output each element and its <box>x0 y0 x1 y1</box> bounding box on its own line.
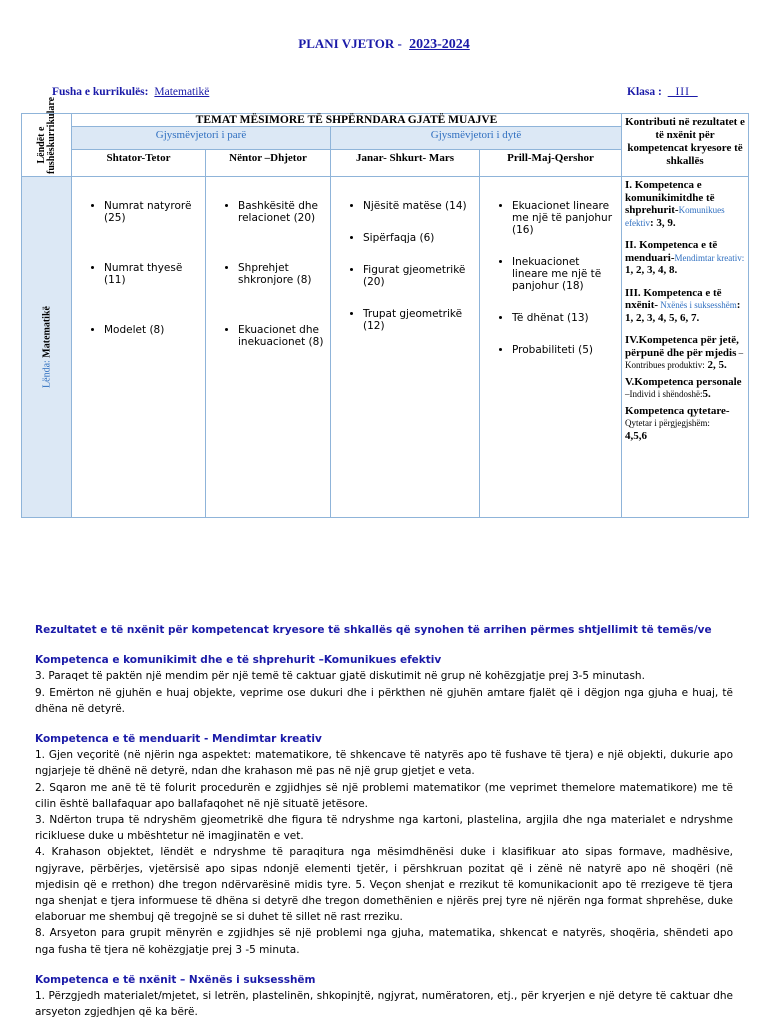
class-label: Klasa : <box>627 86 662 98</box>
competence-3: III. Kompetenca e të nxënit- Nxënës i suksesshëm: 1, 2, 3, 4, 5, 6, 7. <box>625 286 741 324</box>
curriculum-field-label: Fusha e kurrikulës: <box>52 86 149 98</box>
plan-title-text: PLANI VJETOR - <box>298 36 402 51</box>
subjects-header: Lëndët e fushëskurrikulare <box>35 96 57 174</box>
topic-item: • Sipërfaqja (6) <box>363 232 479 244</box>
competence-6: Kompetenca qytetare- Qytetar i përgjegjshëm: 4,5,6 <box>625 404 730 442</box>
class-field <box>627 86 698 98</box>
topic-item: • Bashkësitë dhe relacionet (20) <box>238 200 330 224</box>
topic-item: • Ekuacionet lineare me një të panjohur (16) <box>512 200 621 236</box>
result-paragraph: 2. Sqaron me anë të të folurit procedurën e zgjidhjes së një problemi matematikor (me veprimet themelore matematikore) me të cilin është ballafaquar apo ballafaqohet në një situatë jetësore. <box>35 781 733 810</box>
competence-4: IV.Kompetenca për jetë, përpunë dhe për mjedis – Kontribues produktiv: 2, 5. <box>625 334 744 371</box>
plan-year: 2023-2024 <box>409 37 470 52</box>
subjects-header-cell <box>22 96 72 177</box>
result-paragraph: 4. Krahason objektet, lëndët e ndryshme të paraqitura nga mësimdhënësi duke i klasifikuar ato sipas formave, madhësive, ngjyrave, përbërjes, vjetërsisë apo sipas ndonjë elementi tjetër, i përshkruan pozitat që i zënë në natyrë apo në shoqëri (në mjedisin që e rrethon) dhe tregon ndërvarësinë midis tyre. 5. Veçon shenjat e rrezikut të komunikacionit apo të rrezigeve të tjera nga shenjat e tjera informuese të dhëna si detyrë dhe tregon domethënien e njërës prej tyre në njërën nga format shprehëse, duke elaboruar me shembuj që tregojnë se si duhet të sillet në rast rreziku. <box>35 846 733 924</box>
result-paragraph: 9. Emërton në gjuhën e huaj objekte, veprime ose dukuri dhe i përkthen në gjuhën amtare fjalët që i dëgjon nga gjuha e huaj, të dhëna në detyrë. <box>35 686 733 715</box>
results-heading: Rezultatet e të nxënit për kompetencat kryesore të shkallës që synohen të arrihen përmes shtjellimit të temës/ve <box>35 624 712 636</box>
month-header: Shtator-Tetor <box>72 150 206 177</box>
topic-item: • Trupat gjeometrikë (12) <box>363 308 479 332</box>
section-title: Kompetenca e komunikimit dhe e të shprehurit –Komunikues efektiv <box>35 654 442 667</box>
annual-plan-table <box>21 96 749 518</box>
contribution-header: Kontributi në rezultatet e të nxënit për kompetencat kryesore të shkallës <box>622 114 749 177</box>
topic-item: • Modelet (8) <box>104 324 205 336</box>
topic-item: • Inekuacionet lineare me një të panjohur (18) <box>512 256 621 292</box>
section-title: Kompetenca e të menduarit - Mendimtar kreativ <box>35 733 322 746</box>
section-title: Kompetenca e të nxënit – Nxënës i suksesshëm <box>35 973 316 986</box>
topic-item: • Të dhënat (13) <box>512 312 621 324</box>
topics-header: TEMAT MËSIMORE TË SHPËRNDARA GJATË MUAJVE <box>72 114 622 127</box>
topics-column-4 <box>480 177 622 518</box>
subject-cell <box>22 177 72 518</box>
plan-title <box>0 36 768 53</box>
competence-1: I. Kompetenca e komunikimitdhe të shprehurit-Komunikues efektiv: 3, 9. <box>625 179 725 229</box>
topic-item: • Shprehjet shkronjore (8) <box>238 262 330 286</box>
competence-5: V.Kompetenca personale –Individ i shëndoshë:5. <box>625 375 742 400</box>
result-paragraph: 3. Ndërton trupa të ndryshëm gjeometrikë dhe figura të ndryshme nga kartoni, plastelina, argjila dhe nga materialet e ndryshme ricikluese duke u mbështetur në imagjinatën e vet. <box>35 814 733 843</box>
contribution-cell <box>622 177 749 518</box>
topic-item: • Ekuacionet dhe inekuacionet (8) <box>238 324 330 348</box>
semester-2-header: Gjysmëvjetori i dytë <box>331 127 622 150</box>
topic-item: • Njësitë matëse (14) <box>363 200 479 212</box>
class-value: III <box>675 86 690 98</box>
subject-label: Lënda: Matematikë <box>41 306 52 388</box>
month-header: Prill-Maj-Qershor <box>480 150 622 177</box>
curriculum-field <box>52 86 209 98</box>
month-header: Nëntor –Dhjetor <box>206 150 331 177</box>
result-paragraph: 8. Arsyeton para grupit mënyrën e zgjidhjes së një problemi nga gjuha, matematika, shkencat e natyrës, shoqëria, shëndeti apo nga fusha të tjera në kohëzgjatje prej 3 -5 minuta. <box>35 927 733 956</box>
topic-item: • Figurat gjeometrikë (20) <box>363 264 479 288</box>
month-header: Janar- Shkurt- Mars <box>331 150 480 177</box>
topics-column-3 <box>331 177 480 518</box>
result-paragraph: 1. Përzgjedh materialet/mjetet, si letrën, plastelinën, shkopinjtë, ngjyrat, numëratoren, etj., për kryerjen e një detyre të caktuar dhe arsyeton zgjedhjen që ka bërë. <box>35 990 733 1019</box>
competence-2: II. Kompetenca e të menduari-Mendimtar kreativ: 1, 2, 3, 4, 8. <box>625 239 745 276</box>
topic-item: • Numrat natyrorë (25) <box>104 200 205 224</box>
topics-column-1 <box>72 177 206 518</box>
topic-item: • Numrat thyesë (11) <box>104 262 205 286</box>
result-paragraph: 1. Gjen veçoritë (në njërin nga aspektet: matematikore, të shkencave të natyrës apo të fushave të tjera) e një objekti, dukurie apo ngjarjeje të dhënë në detyrë, ndan dhe krahason më pas në një grup gjetjet e veta. <box>35 749 733 778</box>
topics-column-2 <box>206 177 331 518</box>
curriculum-field-value: Matematikë <box>154 86 210 98</box>
topic-item: • Probabiliteti (5) <box>512 344 621 356</box>
result-paragraph: 3. Paraqet të paktën një mendim për një temë të caktuar gjatë diskutimit në grup në kohëzgjatje prej 3-5 minutash. <box>35 670 645 683</box>
semester-1-header: Gjysmëvjetori i parë <box>72 127 331 150</box>
learning-results <box>35 622 733 1020</box>
